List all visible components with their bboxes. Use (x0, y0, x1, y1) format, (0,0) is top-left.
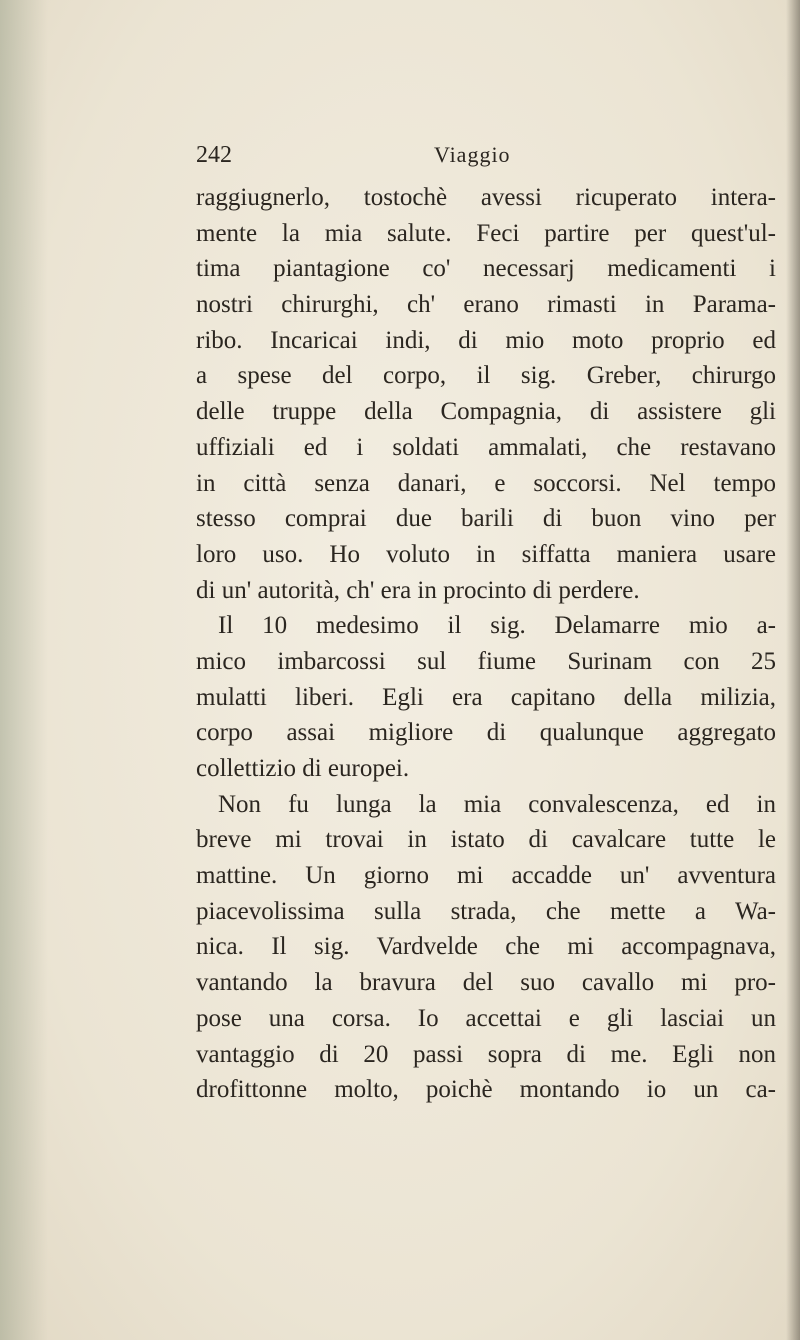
text-line: raggiugnerlo, tostochè avessi ricuperato intera- (196, 184, 776, 211)
text-line: tima piantagione co' necessarj medicamenti i (196, 255, 776, 283)
running-head: Viaggio (434, 142, 511, 167)
text-line: mulatti liberi. Egli era capitano della milizia, (196, 683, 776, 711)
text-line: a spese del corpo, il sig. Greber, chirurgo (196, 362, 776, 390)
page-edge-shadow (786, 0, 800, 1340)
text-line: pose una corsa. Io accettai e gli lasciai un (196, 1004, 776, 1032)
text-line: collettizio di europei. (196, 755, 410, 782)
text-line: mente la mia salute. Feci partire per quest'ul- (196, 219, 776, 247)
body-text (196, 180, 776, 1108)
page-number: 242 (196, 142, 232, 168)
text-line: di un' autorità, ch' era in procinto di perdere. (196, 576, 640, 604)
text-line: vantando la bravura del suo cavallo mi pro- (196, 969, 776, 997)
text-line: breve mi trovai in istato di cavalcare tutte le (196, 826, 776, 854)
text-line: delle truppe della Compagnia, di assistere gli (196, 398, 776, 426)
page-binding-shadow (0, 0, 48, 1340)
text-line: mattine. Un giorno mi accadde un' avventura (196, 862, 776, 890)
text-line: ribo. Incaricai indi, di mio moto proprio ed (196, 326, 776, 354)
text-line: uffiziali ed i soldati ammalati, che restavano (196, 433, 776, 461)
text-line: corpo assai migliore di qualunque aggregato (196, 719, 776, 747)
text-line: drofittonne molto, poichè montando io un ca- (196, 1076, 776, 1104)
text-line: vantaggio di 20 passi sopra di me. Egli non (196, 1040, 776, 1068)
text-line: Il 10 medesimo il sig. Delamarre mio a- (218, 612, 776, 640)
text-line: in città senza danari, e soccorsi. Nel tempo (196, 469, 776, 497)
text-line: mico imbarcossi sul fiume Surinam con 25 (196, 647, 776, 675)
text-line: nostri chirurghi, ch' erano rimasti in Parama- (196, 291, 776, 319)
text-line: stesso comprai due barili di buon vino per (196, 505, 776, 533)
text-line: loro uso. Ho voluto in siffatta maniera usare (196, 540, 776, 568)
page-header (196, 142, 616, 182)
text-line: Non fu lunga la mia convalescenza, ed in (218, 790, 776, 818)
text-line: nica. Il sig. Vardvelde che mi accompagnava, (196, 933, 776, 961)
text-line: piacevolissima sulla strada, che mette a Wa- (196, 897, 776, 925)
